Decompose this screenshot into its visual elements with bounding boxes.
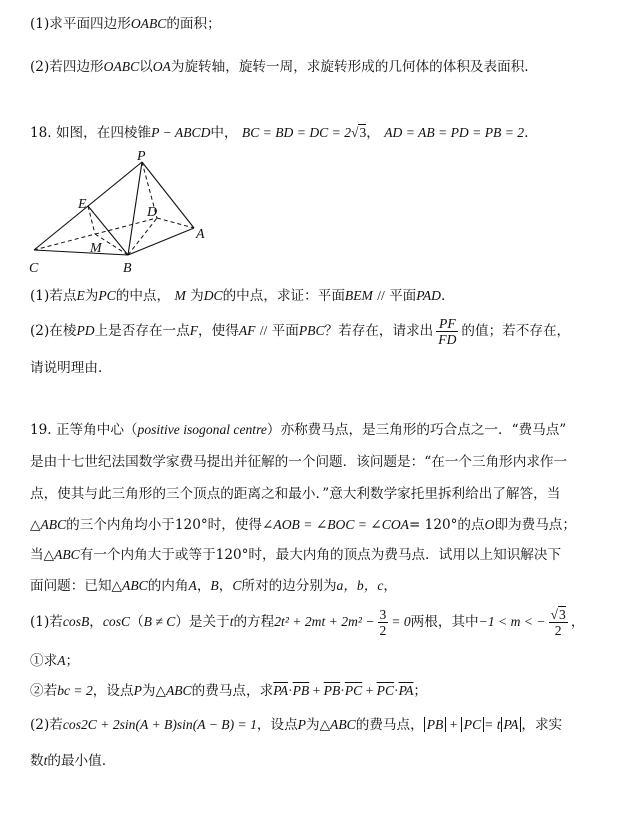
label-E: E [78,197,87,212]
figure-name: OABC [130,16,167,31]
text: 的费马点， [355,717,424,733]
math-var: ABC [330,717,356,732]
fraction-PF-FD [436,316,458,347]
text: ， [196,578,211,594]
math-var: ABC [54,547,80,562]
q18-part2 [30,316,570,347]
vector-PA: $\overline{PA}$ [273,683,289,698]
math-var: E [76,288,85,303]
q19-part2-cont [30,751,106,771]
text: . [440,288,446,304]
q19-line3 [30,484,560,504]
text: 19. 正等角中心（ [30,422,138,438]
parallel-symbol: // [259,323,268,338]
math-var: ABC [40,517,67,532]
text: . [524,125,529,141]
text: ，设点 [92,683,134,699]
text: ？若存在，请求出 [324,323,434,339]
vector-PC: $\overline{PC}$ [376,683,395,698]
math-var: ABC [122,578,148,593]
axis-name: OA [152,59,171,74]
math-expr: = 0 [391,614,411,629]
label-C: C [29,261,39,276]
text: 所对的边分别为 [241,578,337,594]
condition: BC = BD = DC = 2 [241,125,351,140]
q18-part2-cont [30,358,102,378]
text: 是由十七世纪法国数学家费马提出并征解的一个问题．该问题是：“在一个三角形内求作一 [30,454,568,470]
abs-expr: PB + PC = t PA [424,717,522,732]
abs-PC: PC [461,717,484,732]
vector-PC: $\overline{PC}$ [344,683,363,698]
math-var: C [232,578,242,593]
math-var: P [133,683,142,698]
label-D: D [147,205,158,220]
text: △ [30,517,41,533]
text: ； [413,683,428,699]
math-var: P [297,717,306,732]
text: ，求实 [521,717,563,733]
radicand: 3 [359,125,367,140]
math-expr: cosC [102,614,131,629]
text: 中， [210,125,238,141]
q19-line6 [30,576,397,596]
text: 上是否存在一点 [94,323,190,339]
math-expr: cos2C + 2sin(A + B)sin(A − B) = 1 [62,717,257,732]
solid-name: P − ABCD [151,125,211,140]
fraction-sqrt3-2 [549,607,568,638]
text: 的中点， [115,288,171,304]
q19-part2 [30,715,562,735]
math-var: PC [98,288,116,303]
text: 两根，其中 [410,614,479,630]
edge-PB [128,162,142,255]
math-expr: 2t² + 2mt + 2m² − [274,614,375,629]
text: ， [383,578,397,594]
question-number: 18. [30,125,52,141]
denominator: 2 [554,623,562,638]
q17-part2 [30,57,529,77]
math-expr: = t [484,717,501,732]
text: 为旋转轴，旋转一周，求旋转形成的几何体的体积及表面积. [170,59,529,75]
radicand: 3 [559,607,566,622]
english-term: positive isogonal centre [137,422,267,437]
text: 点，使其与此三角形的三个顶点的距离之和最小．”意大利数学家托里拆利给出了解答，当 [30,486,561,502]
text: 请说明理由. [30,360,103,376]
text: ， [218,578,233,594]
label-A: A [196,227,205,242]
label-P: P [137,150,146,164]
condition: AD = AB = PD = PB = 2 [384,125,525,140]
math-expr: cosB [62,614,90,629]
vector-PB: $\overline{PB}$ [292,683,310,698]
label-B: B [123,261,132,276]
vector-sum-expr: $\overline{PA}\cdot\overline{PB} + \overline{PB}\cdot\overline{PC} + \overline{PC}\cdot\overline{PA}$ [273,683,414,698]
text: 为△ [141,683,166,699]
math-var: A [57,653,66,668]
text: 为△ [305,717,331,733]
text: ）是关于 [175,614,230,630]
math-var: O [484,517,495,532]
abs-PA: PA [501,717,522,732]
math-var: t [43,753,48,768]
text: 为 [84,288,99,304]
figure-name: OABC [103,59,140,74]
text: 如图，在四棱锥 [55,125,152,141]
math-expr: ∠AOB = ∠BOC = ∠COA [262,517,409,532]
parallel-symbol: // [377,288,385,303]
text: 的中点，求证：平面 [222,288,345,304]
math-var: BEM [344,288,373,303]
math-expr: a，b，c [336,578,384,593]
text: ，设点 [256,717,298,733]
text: 面问题：已知△ [30,578,123,594]
denominator: 2 [379,623,387,638]
fraction-3-2 [378,607,389,638]
q19-line4 [30,515,576,535]
q19-line5 [30,545,561,565]
text: 的三个内角均小于120°时，使得 [66,517,263,533]
numerator: PF [436,316,458,332]
math-var: B [210,578,219,593]
edge-BA [128,228,194,255]
numerator: 3 [379,607,387,622]
q18-stem: 18. 如图，在四棱锥P − ABCD中， BC = BD = DC = 2√3， AD = AB = PD = PB = 2. [30,125,529,141]
numerator: √3 [550,607,566,622]
text: 平面 [389,288,417,304]
text: ， [366,125,380,141]
math-expr: −1 < m < − [478,614,546,629]
q19-part1-i [30,651,79,671]
math-var: F [189,323,199,338]
text: 当△ [30,547,55,563]
text: (2)若四边形 [30,59,104,75]
math-var: PBC [298,323,325,338]
q19-part1 [30,606,584,638]
math-var: AF [238,323,256,338]
edge-CB [34,250,128,255]
q18-part1 [30,286,445,306]
text: ， [570,614,585,630]
text: (2)若 [30,717,63,733]
edge-DA [157,218,194,228]
text: ①求 [30,653,58,669]
math-var: DC [203,288,223,303]
math-var: A [188,578,197,593]
math-var: PD [76,323,95,338]
math-var: PAD [416,288,441,303]
pyramid-figure [20,150,220,280]
math-expr: B ≠ C [143,614,176,629]
label-M: M [90,241,102,256]
math-expr: bc = 2 [57,683,93,698]
q19-part1-ii [30,681,427,701]
text: ②若 [30,683,58,699]
math-var: M [174,288,186,303]
abs-PB: PB [424,717,447,732]
text: （ [130,614,144,630]
vector-PB: $\overline{PB}$ [323,683,341,698]
text: 的费马点，求 [191,683,274,699]
text: 的方程 [233,614,275,630]
text: ）亦称费马点，是三角形的巧合点之一．“费马点” [266,422,567,438]
text: 数 [30,753,44,769]
q19-line2 [30,452,567,472]
q17-part1 [30,14,221,34]
vector-PA: $\overline{PA}$ [398,683,414,698]
text: 的最小值. [47,753,107,769]
text: 的值；若不存在， [461,323,571,339]
text: 有一个内角大于或等于120°时，最大内角的顶点为费马点．试用以上知识解决下 [79,547,562,563]
text: ，使得 [198,323,239,339]
text: (1)若 [30,614,63,630]
math-var: t [229,614,234,629]
text: 平面 [271,323,299,339]
math-var: ABC [165,683,192,698]
text: 的面积； [166,16,221,32]
text: 以 [139,59,153,75]
text: 的内角 [147,578,189,594]
text: ， [89,614,103,630]
text: = 120°的点 [408,517,485,533]
text: (2)在棱 [30,323,77,339]
text: (1)求平面四边形 [30,16,131,32]
text: 为 [190,288,204,304]
text: (1)若点 [30,288,77,304]
denominator: FD [438,332,457,347]
q19-line1 [30,420,566,440]
text: 即为费马点； [494,517,576,533]
text: ； [65,653,80,669]
